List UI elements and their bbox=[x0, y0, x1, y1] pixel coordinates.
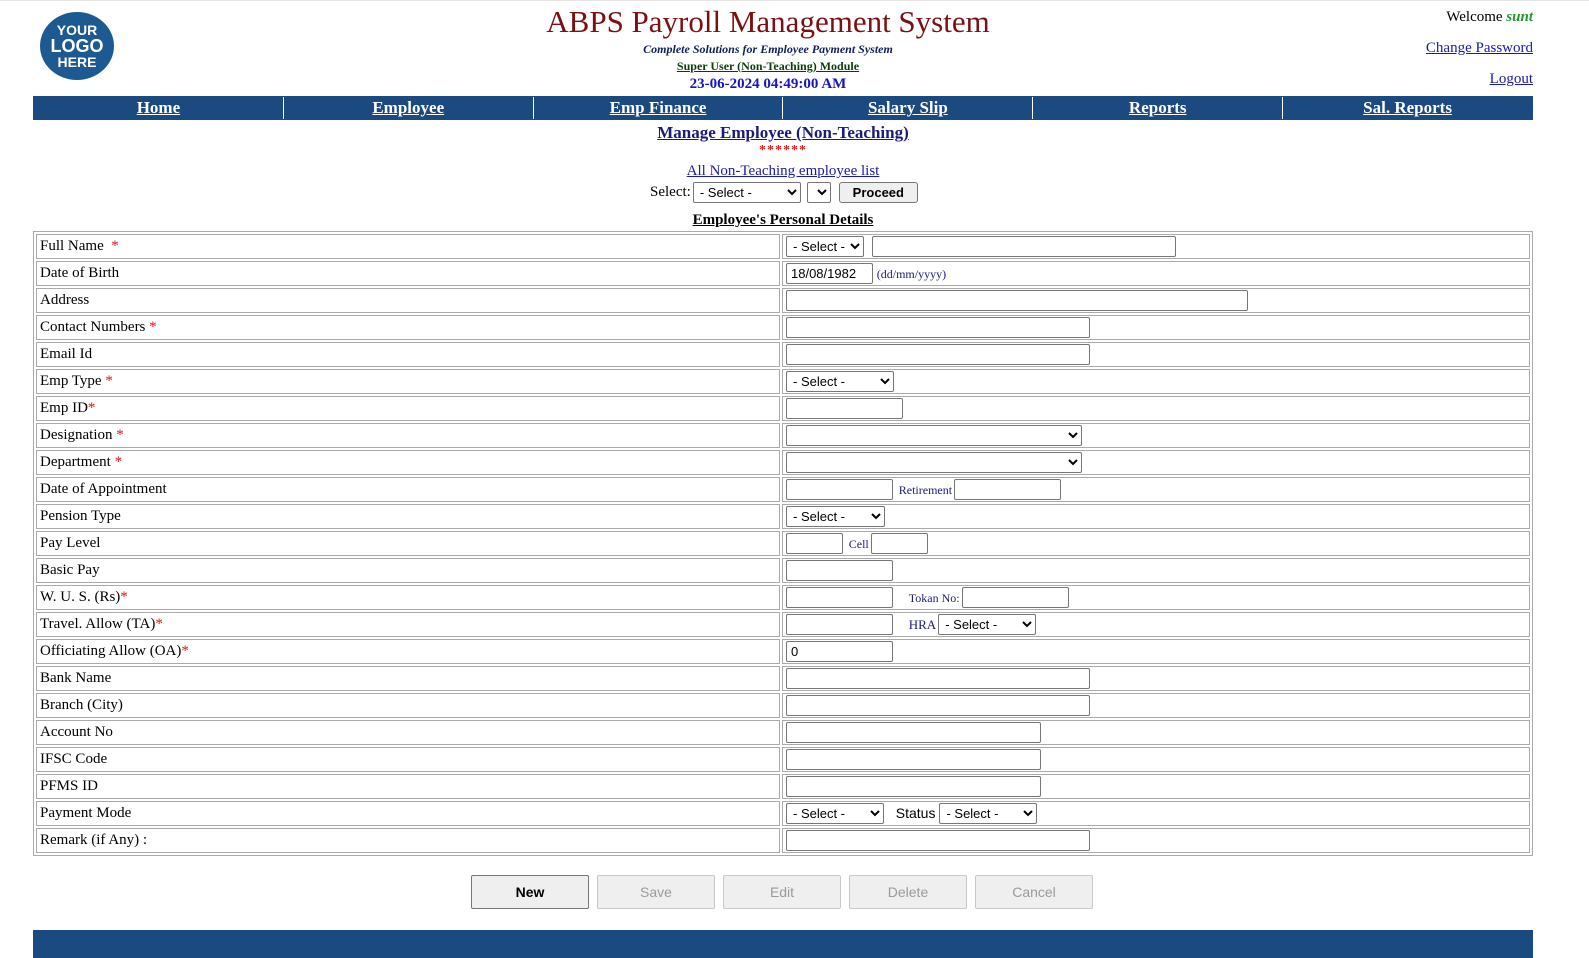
top-border bbox=[0, 0, 1589, 1]
contact-input-cell bbox=[782, 315, 1530, 340]
row-designation bbox=[36, 423, 1530, 448]
address-input-cell bbox=[782, 288, 1530, 313]
oa-label: Officiating Allow (OA) bbox=[40, 643, 182, 659]
pension-type-select[interactable] bbox=[786, 506, 885, 527]
required-mark: * bbox=[155, 616, 163, 632]
pay-level-label: Pay Level bbox=[36, 531, 780, 556]
new-button[interactable]: New bbox=[471, 875, 589, 909]
required-mark: * bbox=[149, 319, 157, 335]
page-title: Manage Employee (Non-Teaching) bbox=[657, 123, 909, 142]
wus-label: W. U. S. (Rs) bbox=[40, 589, 121, 605]
row-wus bbox=[36, 585, 1530, 610]
row-dob bbox=[36, 261, 1530, 286]
nav-sal-reports[interactable]: Sal. Reports bbox=[1363, 98, 1452, 117]
contact-input[interactable] bbox=[786, 317, 1090, 338]
nav-emp-finance[interactable]: Emp Finance bbox=[534, 97, 784, 119]
name-prefix-select[interactable] bbox=[786, 236, 864, 257]
dob-input[interactable] bbox=[786, 263, 873, 284]
account-input[interactable] bbox=[786, 722, 1041, 743]
pfms-input-cell bbox=[782, 774, 1530, 799]
payment-mode-label: Payment Mode bbox=[36, 801, 780, 826]
dob-label: Date of Birth bbox=[36, 261, 780, 286]
full-name-label: Full Name bbox=[40, 238, 104, 254]
nav-reports[interactable]: Reports bbox=[1033, 97, 1283, 119]
logout-link[interactable]: Logout bbox=[1489, 71, 1533, 87]
wus-input[interactable] bbox=[786, 587, 893, 608]
welcome-label: Welcome bbox=[1446, 9, 1503, 25]
emp-type-select[interactable] bbox=[786, 371, 894, 392]
pfms-label: PFMS ID bbox=[36, 774, 780, 799]
row-department bbox=[36, 450, 1530, 475]
status-label: Status bbox=[895, 805, 936, 821]
pay-level-input-cell bbox=[782, 531, 1530, 556]
dob-hint: (dd/mm/yyyy) bbox=[876, 267, 947, 281]
welcome-text bbox=[1446, 9, 1533, 26]
hra-label: HRA bbox=[908, 617, 937, 632]
designation-input-cell bbox=[782, 423, 1530, 448]
section-heading: Employee's Personal Details bbox=[692, 212, 874, 228]
remark-label: Remark (if Any) : bbox=[36, 828, 780, 853]
row-full-name bbox=[36, 234, 1530, 259]
remark-input-cell bbox=[782, 828, 1530, 853]
basic-pay-label: Basic Pay bbox=[36, 558, 780, 583]
employee-subselect[interactable] bbox=[807, 182, 831, 203]
payment-mode-select[interactable] bbox=[786, 803, 884, 824]
nav-home[interactable]: Home bbox=[34, 97, 284, 119]
delete-button[interactable]: Delete bbox=[849, 875, 967, 909]
wus-label-cell bbox=[36, 585, 780, 610]
full-name-input-cell bbox=[782, 234, 1530, 259]
required-mark: * bbox=[105, 373, 113, 389]
emp-id-input[interactable] bbox=[786, 398, 903, 419]
save-button[interactable]: Save bbox=[597, 875, 715, 909]
ta-input[interactable] bbox=[786, 614, 893, 635]
bank-label: Bank Name bbox=[36, 666, 780, 691]
designation-select[interactable] bbox=[786, 425, 1082, 446]
department-select[interactable] bbox=[786, 452, 1082, 473]
change-password-link[interactable]: Change Password bbox=[1425, 40, 1533, 56]
row-oa bbox=[36, 639, 1530, 664]
row-email bbox=[36, 342, 1530, 367]
footer-bar bbox=[33, 930, 1533, 958]
designation-label-cell bbox=[36, 423, 780, 448]
emp-type-label: Emp Type bbox=[40, 373, 102, 389]
oa-input[interactable] bbox=[786, 641, 893, 662]
app-title: ABPS Payroll Management System bbox=[546, 4, 990, 39]
row-pension bbox=[36, 504, 1530, 529]
status-select[interactable] bbox=[939, 803, 1037, 824]
row-bank bbox=[36, 666, 1530, 691]
row-basic-pay bbox=[36, 558, 1530, 583]
branch-label: Branch (City) bbox=[36, 693, 780, 718]
oa-input-cell bbox=[782, 639, 1530, 664]
token-label: Tokan No: bbox=[908, 591, 960, 605]
department-label-cell bbox=[36, 450, 780, 475]
ifsc-label: IFSC Code bbox=[36, 747, 780, 772]
oa-label-cell bbox=[36, 639, 780, 664]
email-input-cell bbox=[782, 342, 1530, 367]
email-label: Email Id bbox=[36, 342, 780, 367]
required-mark: * bbox=[114, 454, 123, 470]
basic-pay-input-cell bbox=[782, 558, 1530, 583]
logo-text-2: LOGO bbox=[50, 36, 104, 56]
proceed-button[interactable]: Proceed bbox=[839, 182, 918, 203]
row-remark bbox=[36, 828, 1530, 853]
row-branch bbox=[36, 693, 1530, 718]
appointment-date-input[interactable] bbox=[786, 479, 893, 500]
department-input-cell bbox=[782, 450, 1530, 475]
ta-label: Travel. Allow (TA) bbox=[40, 616, 156, 632]
employee-select-row bbox=[650, 182, 918, 203]
action-buttons bbox=[471, 875, 1093, 909]
payment-mode-input-cell bbox=[782, 801, 1530, 826]
row-emp-id bbox=[36, 396, 1530, 421]
row-contact bbox=[36, 315, 1530, 340]
appointment-input-cell bbox=[782, 477, 1530, 502]
account-label: Account No bbox=[36, 720, 780, 745]
employee-select[interactable] bbox=[693, 182, 801, 203]
cancel-button[interactable]: Cancel bbox=[975, 875, 1093, 909]
email-input[interactable] bbox=[786, 344, 1090, 365]
dob-input-cell bbox=[782, 261, 1530, 286]
row-ta bbox=[36, 612, 1530, 637]
contact-label-cell bbox=[36, 315, 780, 340]
hra-select[interactable] bbox=[938, 614, 1036, 635]
required-mark: * bbox=[111, 238, 119, 254]
designation-label: Designation bbox=[40, 427, 113, 443]
personal-details-form bbox=[33, 231, 1533, 856]
row-address bbox=[36, 288, 1530, 313]
module-name: Super User (Non-Teaching) Module bbox=[676, 59, 860, 73]
required-mark: * bbox=[116, 427, 124, 443]
row-pay-level bbox=[36, 531, 1530, 556]
row-payment-mode bbox=[36, 801, 1530, 826]
address-label: Address bbox=[36, 288, 780, 313]
contact-label: Contact Numbers bbox=[40, 319, 146, 335]
retirement-date-input[interactable] bbox=[954, 479, 1061, 500]
full-name-label-cell bbox=[36, 234, 780, 259]
row-emp-type bbox=[36, 369, 1530, 394]
emp-type-label-cell bbox=[36, 369, 780, 394]
full-name-input[interactable] bbox=[872, 236, 1176, 257]
wus-input-cell bbox=[782, 585, 1530, 610]
emp-id-label: Emp ID bbox=[40, 400, 88, 416]
logo-text-3: HERE bbox=[57, 54, 97, 70]
main-nav bbox=[33, 96, 1533, 120]
token-input[interactable] bbox=[962, 587, 1069, 608]
ifsc-input[interactable] bbox=[786, 749, 1041, 770]
bank-name-input[interactable] bbox=[786, 668, 1090, 689]
ta-label-cell bbox=[36, 612, 780, 637]
logo-text-1: YOUR bbox=[56, 22, 98, 38]
select-label: Select: bbox=[650, 184, 691, 200]
edit-button[interactable]: Edit bbox=[723, 875, 841, 909]
pension-input-cell bbox=[782, 504, 1530, 529]
cell-label: Cell bbox=[848, 537, 869, 551]
pension-label: Pension Type bbox=[36, 504, 780, 529]
cell-input[interactable] bbox=[871, 533, 928, 554]
account-input-cell bbox=[782, 720, 1530, 745]
row-account bbox=[36, 720, 1530, 745]
remark-input[interactable] bbox=[786, 830, 1090, 851]
required-mark: * bbox=[87, 400, 96, 416]
nav-employee[interactable]: Employee bbox=[284, 97, 534, 119]
retirement-label: Retirement bbox=[898, 483, 953, 497]
row-pfms bbox=[36, 774, 1530, 799]
appointment-label: Date of Appointment bbox=[36, 477, 780, 502]
app-subtitle: Complete Solutions for Employee Payment System bbox=[643, 42, 893, 56]
datetime: 23-06-2024 04:49:00 AM bbox=[689, 76, 847, 92]
emp-id-label-cell bbox=[36, 396, 780, 421]
bank-input-cell bbox=[782, 666, 1530, 691]
ta-input-cell bbox=[782, 612, 1530, 637]
emp-type-input-cell bbox=[782, 369, 1530, 394]
emp-id-input-cell bbox=[782, 396, 1530, 421]
all-employee-list-link[interactable]: All Non-Teaching employee list bbox=[686, 163, 880, 179]
row-appointment bbox=[36, 477, 1530, 502]
required-mark: * bbox=[120, 589, 128, 605]
branch-input[interactable] bbox=[786, 695, 1090, 716]
basic-pay-input[interactable] bbox=[786, 560, 893, 581]
required-stars: ****** bbox=[759, 143, 807, 158]
nav-salary-slip[interactable]: Salary Slip bbox=[783, 97, 1033, 119]
department-label: Department bbox=[40, 454, 111, 470]
pay-level-input[interactable] bbox=[786, 533, 843, 554]
branch-input-cell bbox=[782, 693, 1530, 718]
required-mark: * bbox=[181, 643, 189, 659]
pfms-input[interactable] bbox=[786, 776, 1041, 797]
username: sunt bbox=[1506, 9, 1533, 25]
address-input[interactable] bbox=[786, 290, 1248, 311]
ifsc-input-cell bbox=[782, 747, 1530, 772]
row-ifsc bbox=[36, 747, 1530, 772]
